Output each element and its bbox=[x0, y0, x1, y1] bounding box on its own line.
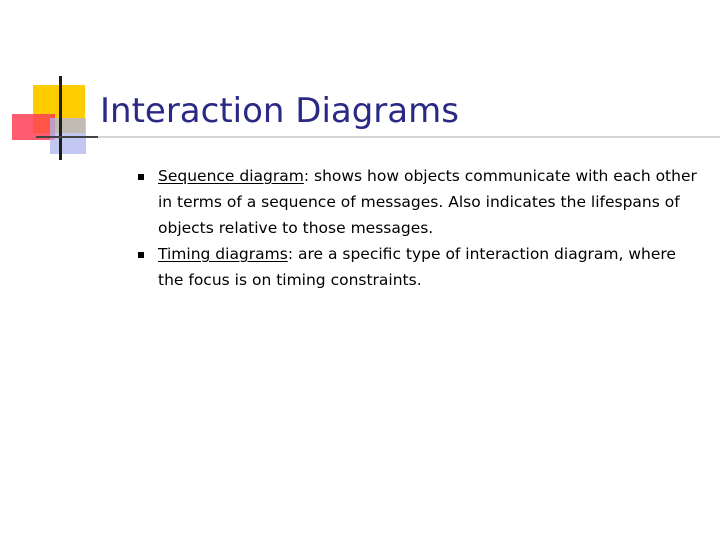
square-bullet-icon bbox=[138, 252, 144, 258]
slide-title: Interaction Diagrams bbox=[100, 91, 459, 131]
bullet-term: Sequence diagram bbox=[158, 167, 304, 185]
bullet-term: Timing diagrams bbox=[158, 245, 288, 263]
decorative-vertical-line bbox=[59, 76, 62, 160]
bullet-text: : are a specific type of interaction diagram, where the focus is on timing constraints. bbox=[158, 245, 676, 289]
square-bullet-icon bbox=[138, 174, 144, 180]
bullet-text: : shows how objects communicate with each other in terms of a sequence of messages. Also indicates the lifespans of objects relative to those messages. bbox=[158, 167, 697, 237]
title-underline-accent bbox=[36, 136, 98, 138]
bullet-item-sequence-diagram bbox=[137, 163, 697, 241]
bullet-list bbox=[137, 163, 697, 293]
bullet-item-timing-diagrams bbox=[137, 241, 697, 293]
title-underline-rule bbox=[36, 136, 720, 138]
